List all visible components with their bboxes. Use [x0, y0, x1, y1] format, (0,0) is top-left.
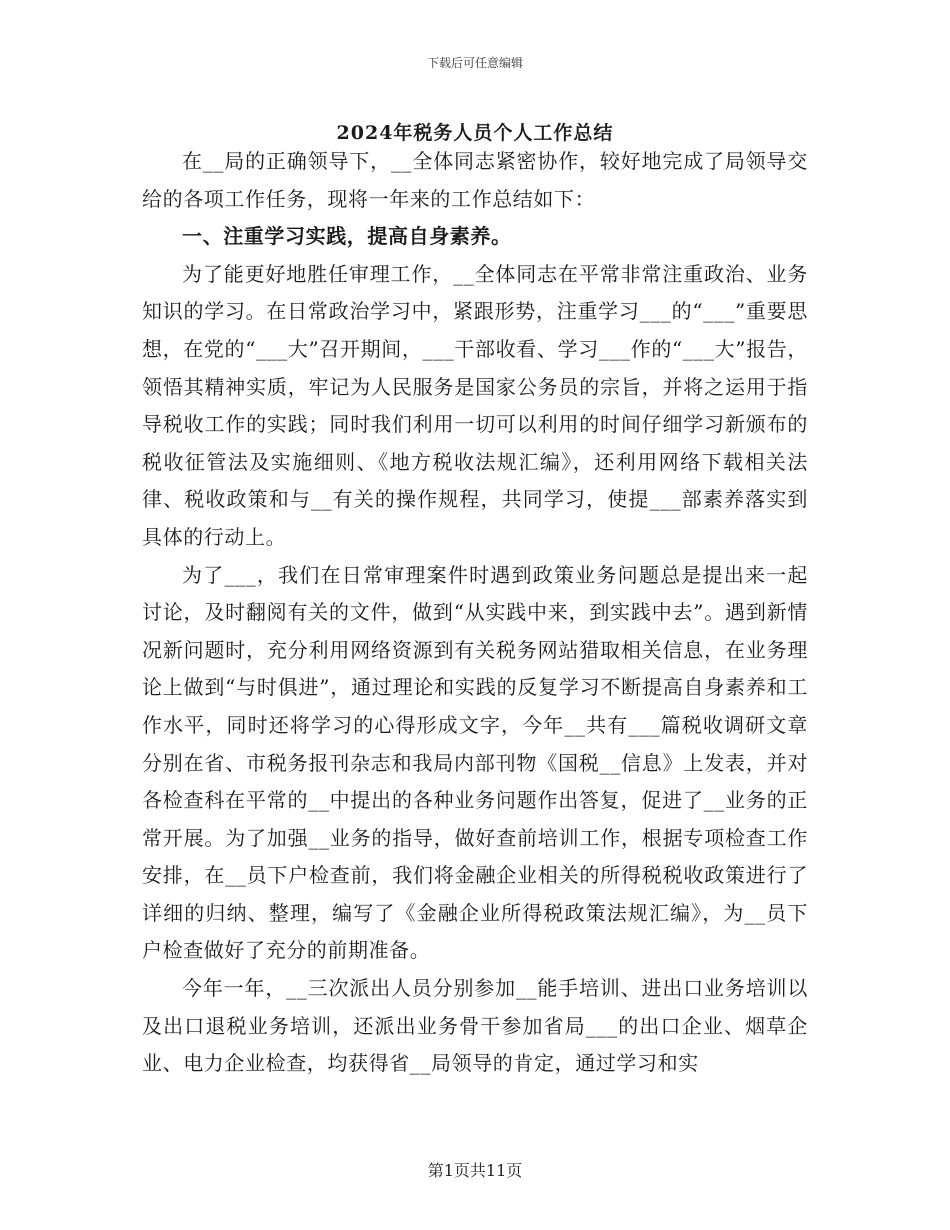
- document-title: 2024年税务人员个人工作总结: [336, 122, 614, 144]
- section-heading: 一、注重学习实践，提高自身素养。: [182, 224, 512, 249]
- page-footer: 第1页共11页: [427, 1161, 523, 1180]
- body-paragraph: 为了能更好地胜任审理工作，__全体同志在平常非常注重政治、业务知识的学习。在日常政治学习中，紧跟形势，注重学习___的“___”重要思想，在党的“___大”召开期间，___干部收看、学习___作的“___大”报告，领悟其精神实质，牢记为人民服务是国家公务员的宗旨，并将之运用于指导税收工作的实践；同时我们利用一切可以利用的时间仔细学习新颁布的税收征管法及实施细则、《地方税收法规汇编》，还利用网络下载相关法律、税收政策和与__有关的操作规程，共同学习，使提___部素养落实到具体的行动上。: [142, 261, 808, 549]
- body-paragraph: 为了___，我们在日常审理案件时遇到政策业务问题总是提出来一起讨论，及时翻阅有关的文件，做到“从实践中来，到实践中去”。遇到新情况新问题时，充分利用网络资源到有关税务网站猎取相关信息，在业务理论上做到“与时俱进”，通过理论和实践的反复学习不断提高自身素养和工作水平，同时还将学习的心得形成文字，今年__共有___篇税收调研文章分别在省、市税务报刊杂志和我局内部刊物《国税__信息》上发表，并对各检查科在平常的__中提出的各种业务问题作出答复，促进了__业务的正常开展。为了加强__业务的指导，做好查前培训工作，根据专项检查工作安排，在__员下户检查前，我们将金融企业相关的所得税税收政策进行了详细的归纳、整理，编写了《金融企业所得税政策法规汇编》，为__员下户检查做好了充分的前期准备。: [142, 562, 808, 963]
- document-body: [142, 143, 808, 1083]
- header-note: 下载后可任意编辑: [426, 56, 523, 70]
- body-paragraph: 今年一年，__三次派出人员分别参加__能手培训、进出口业务培训以及出口退税业务培训，还派出业务骨干参加省局___的出口企业、烟草企业、电力企业检查，均获得省__局领导的肯定，通过学习和实: [142, 976, 808, 1076]
- intro-paragraph: 在__局的正确领导下，__全体同志紧密协作，较好地完成了局领导交给的各项工作任务，现将一年来的工作总结如下：: [142, 149, 808, 211]
